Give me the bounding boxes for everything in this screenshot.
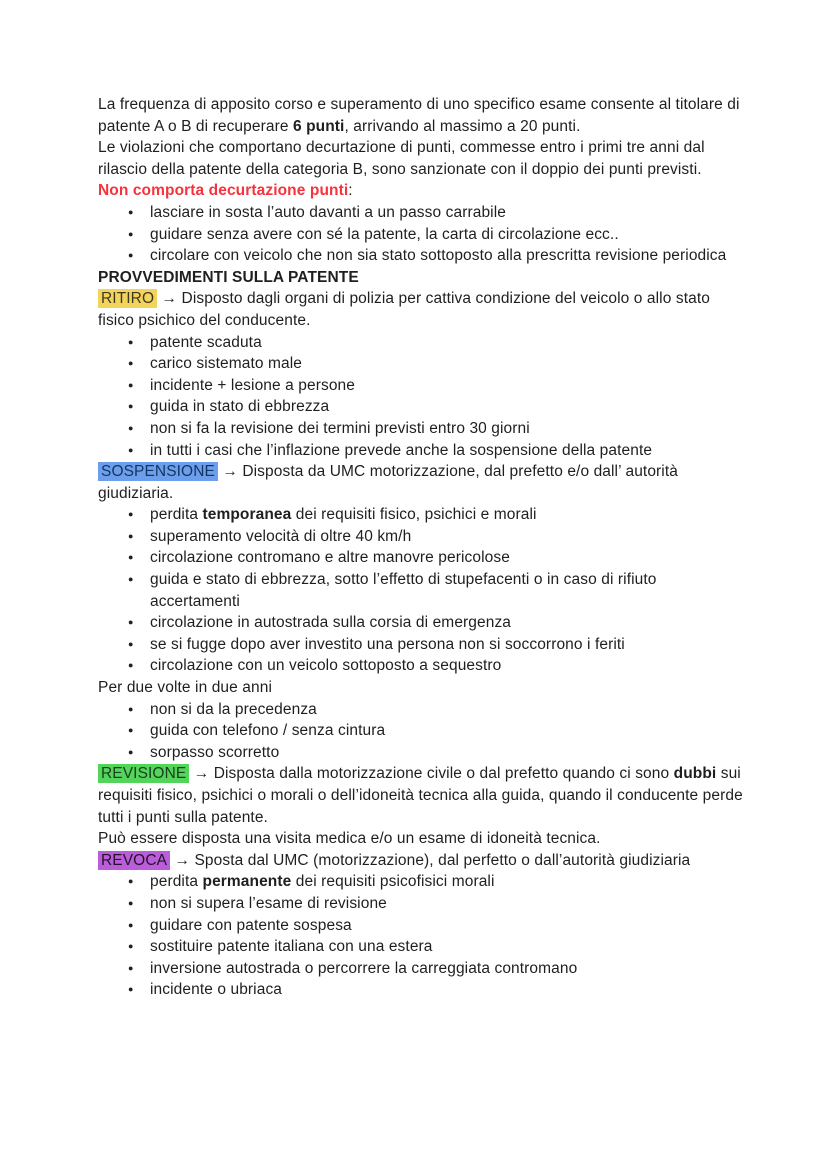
text-segment: patente scaduta xyxy=(150,333,262,351)
text-segment: PROVVEDIMENTI SULLA PATENTE xyxy=(98,268,359,286)
bullet-item xyxy=(98,915,750,937)
text-segment: Per due volte in due anni xyxy=(98,679,272,697)
bullet-item xyxy=(98,893,750,915)
text-segment: incidente o ubriaca xyxy=(150,981,283,999)
text-segment: guida e stato di ebbrezza, sotto l’effetto di stupefacenti o in caso di rifiuto accertamenti xyxy=(150,571,657,610)
text-segment: non si supera l’esame di revisione xyxy=(150,894,387,912)
ritiro-list xyxy=(98,332,750,462)
text-segment: Può essere disposta una visita medica e/o un esame di idoneità tecnica. xyxy=(98,830,601,848)
text-segment: non si fa la revisione dei termini previsti entro 30 giorni xyxy=(150,419,530,437)
text-segment: → Disposta da UMC motorizzazione, dal prefetto e/o dall’ autorità giudiziaria. xyxy=(98,463,678,502)
text-segment: → Disposta dalla motorizzazione civile o dal prefetto quando ci sono xyxy=(189,765,674,783)
revoca-list xyxy=(98,871,750,1001)
text-segment: lasciare in sosta l’auto davanti a un passo carrabile xyxy=(150,203,506,221)
violations-paragraph xyxy=(98,137,750,180)
revisione-note-paragraph xyxy=(98,828,750,850)
text-segment: inversione autostrada o percorrere la carreggiata contromano xyxy=(150,959,578,977)
text-segment: permanente xyxy=(202,873,292,891)
text-segment: temporanea xyxy=(202,506,292,524)
revisione-paragraph xyxy=(98,763,750,828)
sospensione-list xyxy=(98,504,750,677)
bullet-item xyxy=(98,202,750,224)
bullet-item xyxy=(98,396,750,418)
red-warning-text: Non comporta decurtazione punti xyxy=(98,182,349,200)
bullet-item xyxy=(98,418,750,440)
text-segment: incidente + lesione a persone xyxy=(150,376,355,394)
text-segment: non si da la precedenza xyxy=(150,700,317,718)
text-segment: sostituire patente italiana con una estera xyxy=(150,938,433,956)
ritiro-paragraph xyxy=(98,288,750,331)
no-deduction-line xyxy=(98,180,750,202)
bullet-item xyxy=(98,526,750,548)
text-segment: 6 punti xyxy=(292,117,345,135)
bullet-item xyxy=(98,440,750,462)
text-segment: → Sposta dal UMC (motorizzazione), dal perfetto o dall’autorità giudiziaria xyxy=(170,851,691,869)
text-segment: dei requisiti psicofisici morali xyxy=(291,873,495,891)
bullet-item xyxy=(98,569,750,612)
sospensione-highlight: SOSPENSIONE xyxy=(98,462,218,481)
bullet-item xyxy=(98,871,750,893)
text-segment: perdita xyxy=(150,506,203,524)
text-segment: sorpasso scorretto xyxy=(150,743,280,761)
text-segment: → Disposto dagli organi di polizia per cattiva condizione del veicolo o allo stato fisico psichico del conducente. xyxy=(98,290,710,329)
ritiro-highlight: RITIRO xyxy=(98,289,157,308)
revisione-highlight: REVISIONE xyxy=(98,764,189,783)
revoca-highlight: REVOCA xyxy=(98,851,170,870)
no-deduction-list xyxy=(98,202,750,267)
intro-paragraph xyxy=(98,94,750,137)
bullet-item xyxy=(98,353,750,375)
text-segment: guida in stato di ebbrezza xyxy=(150,398,330,416)
text-segment: carico sistemato male xyxy=(150,355,302,373)
bullet-item xyxy=(98,936,750,958)
text-segment: : xyxy=(348,182,353,200)
text-segment: La frequenza di apposito corso e superamento di uno specifico esame consente al titolare di patente A o B di recuperare xyxy=(98,96,740,135)
bullet-item xyxy=(98,958,750,980)
section-heading-provvedimenti xyxy=(98,267,750,289)
text-segment: dei requisiti fisico, psichici e morali xyxy=(291,506,537,524)
bullet-item xyxy=(98,655,750,677)
text-segment: circolazione in autostrada sulla corsia di emergenza xyxy=(150,614,512,632)
bullet-item xyxy=(98,699,750,721)
bullet-item xyxy=(98,742,750,764)
text-segment: guidare senza avere con sé la patente, la carta di circolazione ecc.. xyxy=(150,225,619,243)
bullet-item xyxy=(98,245,750,267)
document-content xyxy=(98,94,750,1001)
bullet-item xyxy=(98,612,750,634)
text-segment: Le violazioni che comportano decurtazione di punti, commesse entro i primi tre anni dal rilascio della patente della categoria B, sono sanzionate con il doppio dei punti previsti. xyxy=(98,139,705,178)
text-segment: in tutti i casi che l’inflazione prevede anche la sospensione della patente xyxy=(150,441,653,459)
bullet-item xyxy=(98,332,750,354)
text-segment: guida con telefono / senza cintura xyxy=(150,722,386,740)
text-segment: sui requisiti fisico, psichici o morali o dell’idoneità tecnica alla guida, quando il conducente perde tutti i punti sulla patente. xyxy=(98,765,743,826)
bullet-item xyxy=(98,547,750,569)
text-segment: guidare con patente sospesa xyxy=(150,916,352,934)
text-segment: dubbi xyxy=(673,765,717,783)
text-segment: , arrivando al massimo a 20 punti. xyxy=(344,117,581,135)
text-segment: superamento velocità di oltre 40 km/h xyxy=(150,527,412,545)
text-segment: circolare con veicolo che non sia stato sottoposto alla prescritta revisione periodica xyxy=(150,247,727,265)
text-segment: perdita xyxy=(150,873,203,891)
text-segment: circolazione con un veicolo sottoposto a sequestro xyxy=(150,657,502,675)
revoca-paragraph xyxy=(98,850,750,872)
bullet-item xyxy=(98,720,750,742)
bullet-item xyxy=(98,979,750,1001)
text-segment: circolazione contromano e altre manovre pericolose xyxy=(150,549,510,567)
bullet-item xyxy=(98,375,750,397)
two-times-list xyxy=(98,699,750,764)
text-segment: se si fugge dopo aver investito una persona non si soccorrono i feriti xyxy=(150,635,625,653)
sospensione-paragraph xyxy=(98,461,750,504)
two-times-paragraph xyxy=(98,677,750,699)
bullet-item xyxy=(98,504,750,526)
bullet-item xyxy=(98,634,750,656)
bullet-item xyxy=(98,224,750,246)
